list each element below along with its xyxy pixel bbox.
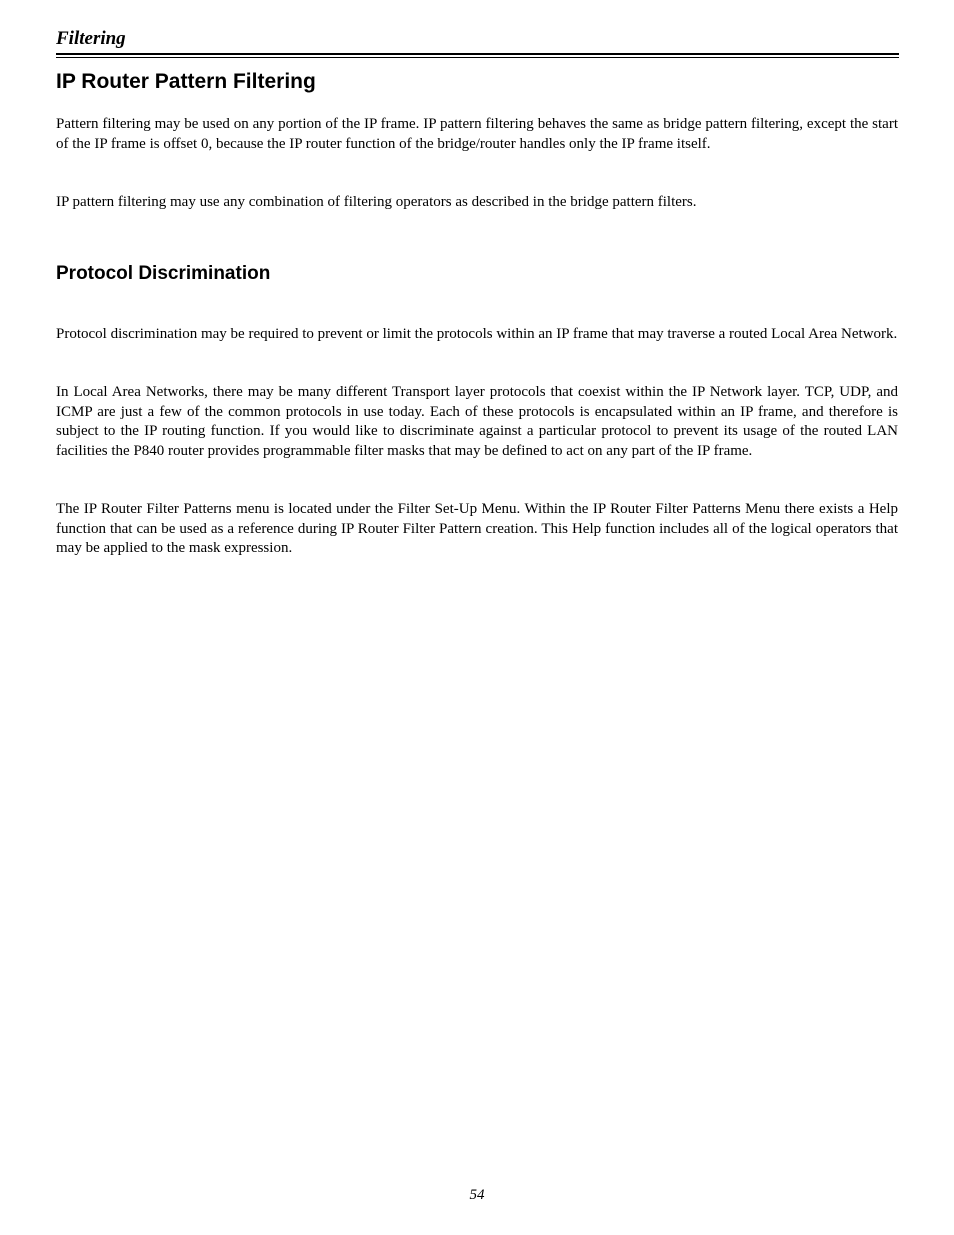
- paragraph: Pattern filtering may be used on any portion of the IP frame. IP pattern filtering behaves the same as bridge pattern filtering, except the start of the IP frame is offset 0, because the IP router function of the bridge/router handles only the IP frame itself.: [56, 116, 898, 152]
- paragraph: IP pattern filtering may use any combination of filtering operators as described in the bridge pattern filters.: [56, 194, 697, 210]
- paragraph: In Local Area Networks, there may be many different Transport layer protocols that coexist within the IP Network layer. TCP, UDP, and ICMP are just a few of the common protocols in use today. Each of these protocols is encapsulated within an IP frame, and therefore is subject to the IP routing function. If you would like to discriminate against a particular protocol to prevent its usage of the routed LAN facilities the P840 router provides programmable filter masks that may be defined to act on any part of the IP frame.: [56, 384, 898, 459]
- paragraph: The IP Router Filter Patterns menu is located under the Filter Set-Up Menu. Within the IP Router Filter Patterns Menu there exists a Help function that can be used as a reference during IP Router Filter Pattern creation. This Help function includes all of the logical operators that may be applied to the mask expression.: [56, 501, 898, 556]
- running-header-title: Filtering: [56, 28, 126, 49]
- section-heading-ip-router-pattern-filtering: IP Router Pattern Filtering: [56, 70, 316, 93]
- header-rule: [56, 53, 899, 55]
- section-heading-protocol-discrimination: Protocol Discrimination: [56, 263, 271, 284]
- paragraph: Protocol discrimination may be required to prevent or limit the protocols within an IP frame that may traverse a routed Local Area Network.: [56, 326, 898, 342]
- page-number: 54: [469, 1187, 485, 1203]
- header-rule-secondary: [56, 57, 899, 58]
